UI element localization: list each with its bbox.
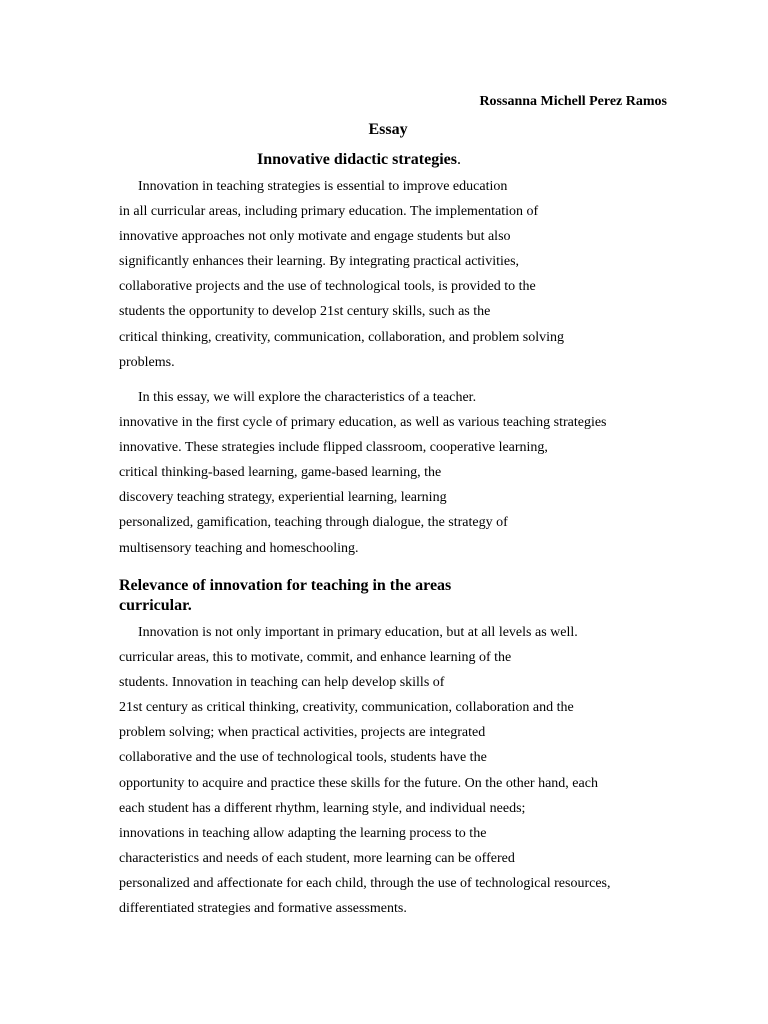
paragraph-line: students. Innovation in teaching can help develop skills of xyxy=(119,675,445,691)
paragraph-line: critical thinking, creativity, communication, collaboration, and problem solving xyxy=(119,329,565,345)
essay-title-text: Innovative didactic strategies xyxy=(257,151,457,168)
paragraph-line: in all curricular areas, including primary education. The implementation of xyxy=(119,204,539,220)
paragraph-line: critical thinking-based learning, game-based learning, the xyxy=(119,465,442,481)
paragraph-line: personalized, gamification, teaching through dialogue, the strategy of xyxy=(119,515,508,531)
paragraph-line: problems. xyxy=(119,354,175,370)
essay-title-punctuation: . xyxy=(456,151,461,168)
document-type: Essay xyxy=(368,121,408,138)
paragraph-line: collaborative and the use of technological tools, students have the xyxy=(119,750,487,766)
paragraph-overview xyxy=(119,385,679,561)
paragraph-line: each student has a different rhythm, learning style, and individual needs; xyxy=(119,800,526,816)
paragraph-line: curricular areas, this to motivate, commit, and enhance learning of the xyxy=(119,650,512,666)
paragraph-line: characteristics and needs of each student, more learning can be offered xyxy=(119,850,515,866)
paragraph-line: 21st century as critical thinking, creativity, communication, collaboration and the xyxy=(119,700,574,716)
paragraph-line: innovative in the first cycle of primary education, as well as various teaching strategies xyxy=(119,415,607,431)
paragraph-line: differentiated strategies and formative assessments. xyxy=(119,901,407,917)
paragraph-line: Innovation in teaching strategies is essential to improve education xyxy=(138,179,508,194)
paragraph-line: discovery teaching strategy, experiential learning, learning xyxy=(119,490,447,506)
paragraph-intro xyxy=(119,174,679,375)
paragraph-line: innovative approaches not only motivate and engage students but also xyxy=(119,229,511,245)
paragraph-line: Innovation is not only important in primary education, but at all levels as well. xyxy=(138,625,578,640)
section-heading xyxy=(119,576,451,616)
paragraph-line: students the opportunity to develop 21st century skills, such as the xyxy=(119,304,491,320)
essay-title xyxy=(257,150,461,170)
paragraph-line: innovations in teaching allow adapting the learning process to the xyxy=(119,825,487,841)
paragraph-line: significantly enhances their learning. By integrating practical activities, xyxy=(119,254,520,270)
section-heading-line: curricular. xyxy=(119,597,192,614)
paragraph-line: multisensory teaching and homeschooling. xyxy=(119,540,359,556)
paragraph-line: In this essay, we will explore the characteristics of a teacher. xyxy=(138,390,477,405)
paragraph-line: problem solving; when practical activities, projects are integrated xyxy=(119,725,486,741)
author-name: Rossanna Michell Perez Ramos xyxy=(479,94,667,109)
paragraph-line: opportunity to acquire and practice these skills for the future. On the other hand, each xyxy=(119,775,598,791)
section-heading-line: Relevance of innovation for teaching in the areas xyxy=(119,577,452,594)
paragraph-relevance xyxy=(119,620,679,921)
paragraph-line: collaborative projects and the use of technological tools, is provided to the xyxy=(119,279,536,295)
paragraph-line: personalized and affectionate for each child, through the use of technological resources, xyxy=(119,875,611,891)
paragraph-line: innovative. These strategies include flipped classroom, cooperative learning, xyxy=(119,440,548,456)
